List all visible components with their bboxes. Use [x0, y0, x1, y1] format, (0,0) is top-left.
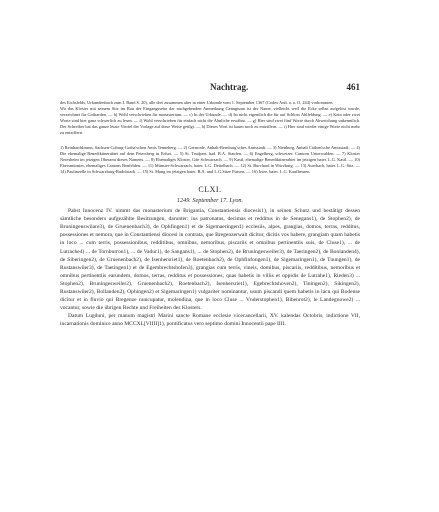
place-footnotes: [60, 145, 360, 175]
document-number: CLXI.: [198, 185, 222, 195]
body-paragraph: Pabst Innocenz IV. nimmt das monasterium de Brigantia, Constantiensis diocesis1), in seinen Schutz und bestätigt dessen sämtliche besonders aufgezählte Besitzungen, darunter: ius patronatus, decimas et redditus in de Senegans1), de Stophen2), de Bruningenswilare3), de Gruenenbach3), de Ophfingen1) et de Sigemaeringen1) ecclesiis, alpes, grangias, domos, terras, redditus, possessiones et nemora, que in Constantiensi diocesi in contrata, que Bregenzerwalt dicitur, dicitis vos habere, grangiam quam habetis in loco ... cum terris, possessionibus, redditibus, omnibus, nemoribus, piscariis et omnibus pertinentiis suis, de Cluse1), ... de Lutrache4) ... de Tornburron1), ... de Vadur1), de Sangans1), ... de Stophen2), de Bruningesweiler3), de Taeringen2), de Bonlanden4), de Siberingen2), de Gruenenbach2), de Isenhersriet1), de Roetenbach2), de Ophfinfongen1), de Sigemaringen1), de Tuungen1), de Rustanswiler3), de Taetingen1) et de Egembrechtshofen3), grangias cum terris, vineis, domibus, piscariis, redditibus, nemoribus et omnibus pertinentiis earundem, domos, terras, redditus et possessiones, quas habetis in villis et oppidis de Lutrahe1), Rieden3) ... Stophen2), Bruningesweiler2), Gruenenbach2), Roetenbach2), Isenhersriet1), Egebrechtshoven2), Tiningen2), Sikingen2), Rustanswiler2), Bollanden2), Ophingen2) et Sigemaringen1) vulgariter nominantur, usum piscandi quem habetis in lacu qui Bodense dicitur et in fluvio qui Bregenze nuncupatur, molendina, que in loco Cluse ... Vnderstophen1), Bibenrot2), le Landegnowe2) ... vocantur, sowie die übrigen Rechte und Freiheiten des Klosters.: [60, 208, 360, 312]
document-page: [60, 82, 360, 328]
intro-footnote: Wo das Kloster mit seinem Sitz im Bau der Eingangsseite der nachgebenden Anmerkung Genugtuun ist der Name, vielleicht weil die Ecke selbst aufgelöst wurde, verzeichnet für Gotharden. — b) Wohl verschrieben für monasterium. — c) In der Urkunde. — d) Ist nicht eigentlich die für auf Schloss Ahlfeldung. — e) Kein oder zwei Worte sind hier ganz schwerlich zu lesen. — f) Wohl verschrieben für einfach nicht die Ähnliche erwähnt. — g) Hier sind zwei fünf Worte durch Abweichung unkenntlich. Der Schreiber hat das ganze letzte Viertel der Vorlage auf diese Weise getilgt. — h) Dieses Wort ist kaum noch zu entziffern. — i) Hier sind wieder einige Worte nicht mehr zu entziffern.: [60, 106, 360, 136]
document-date-line: 1249. September 17. Lyon.: [176, 197, 244, 205]
intro-footnotes: [60, 100, 360, 137]
document-body: [60, 207, 360, 328]
page-header: [60, 82, 360, 94]
place-footnote-text: 1) Reinhardsbrunn, Sachsen-Coburg-Gotha'schen Amts Tenneberg. — 2) Gernrode, Anhalt-Bernburg'sches Amtsstadt. — 3) Nienburg, Anhalt Cöthen'sche Amtsstadt. — 4) Die ehemalige Benediktinerabtei auf dem Petersberg in Erfurt. — 5) St. Trudpert, bad. B.A. Staufen. — 6) Engelberg, schweizer. Cantons Unterwalden. — 7) Kloster Neresheim im jetzigen Oberamt dieses Namens. — 8) Ehemaliges Kloster, Gde Schwarzach. — 9) Kastl, ehemalige Benediktinerabtei im jetzigen baier. L.G. Kastl. — 10) Ebersmünster, ehemaliges Cantons Benfelden. — 11) Münster-Schwarzach, baier. L.G. Dettelbach. — 12) St. Burchard in Würzburg. — 13) Auerbach, baier. L.G.-Sitz. — 14) Paulinzelle in Schwarzburg-Rudolstadt. — 15) St. Mang im jetzigen baier. B.A. und L.G.Sitze Füssen. — 16) Irsee, baier. L.G. Kaufbeuren.: [60, 144, 360, 174]
page-number: 461: [346, 82, 360, 92]
running-title: Nachtrag.: [210, 82, 249, 92]
intro-footnote: des Eichsfelds, Urkundenbuch zum I. Band S. 20), alle drei zusammen aber in einer Urkunde vom 1. September 1367 (Codex Anh. a. a. O. 244) vorkommen.: [60, 100, 334, 105]
closing-paragraph: Datum Lugduni, per manum magistri Marini sancte Romane ecclesie vicecancellarii, XV. kalendas Octobris, indictione VII, incarnationis dominice anno MCCXL[VIIII]1), pontificatus vero septimo domini Innocentii pape IIII.: [60, 313, 360, 328]
